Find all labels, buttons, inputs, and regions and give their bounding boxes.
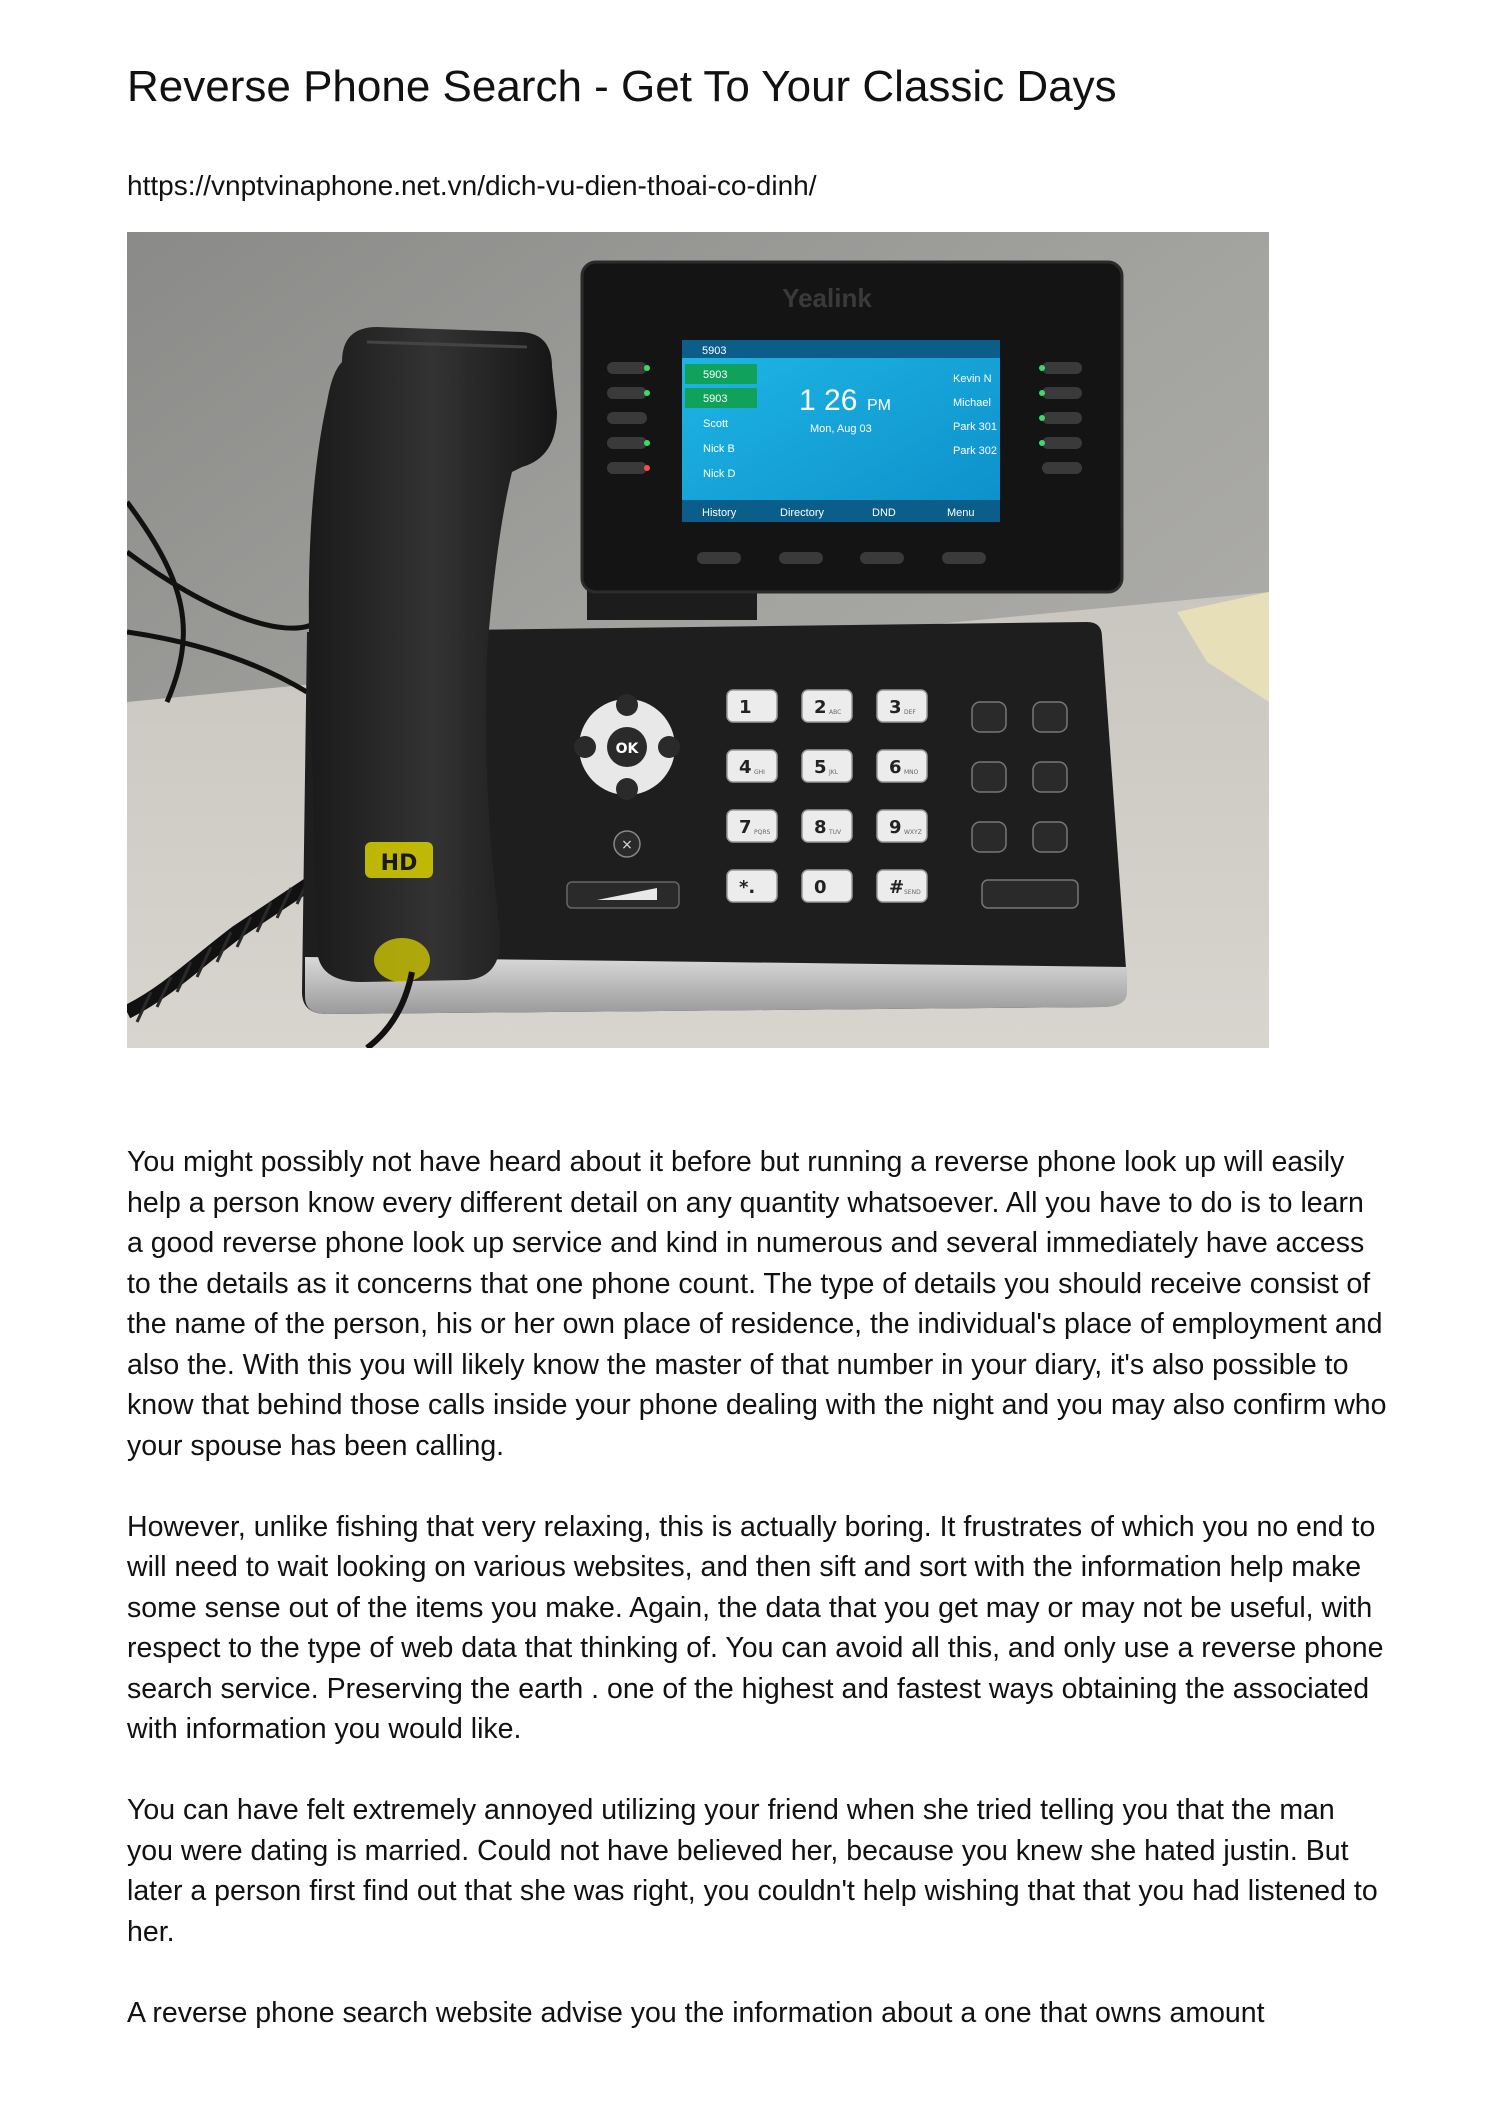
svg-text:PM: PM <box>867 397 891 414</box>
svg-text:Directory: Directory <box>780 507 825 519</box>
keypad-key-letters: DEF <box>904 709 916 716</box>
svg-text:Nick D: Nick D <box>703 468 736 480</box>
keypad-key-label: # <box>889 877 905 898</box>
keypad-key <box>802 750 852 782</box>
svg-text:Menu: Menu <box>947 507 975 519</box>
keypad-key <box>802 810 852 842</box>
keypad-key <box>727 750 777 782</box>
article-body <box>127 1142 1387 2074</box>
keypad-key <box>727 810 777 842</box>
svg-text:OK: OK <box>615 741 639 757</box>
keypad-key-label: 8 <box>814 817 827 838</box>
brand-logo: Yealink <box>782 283 872 313</box>
keypad-key <box>802 870 852 902</box>
keypad-key-letters: GHI <box>754 769 765 776</box>
paragraph: You might possibly not have heard about it before but running a reverse phone look up will easily help a person know every different detail on any quantity whatsoever. All you have to do is to learn a good reverse phone look up service and kind in numerous and several immediately have access to the details as it concerns that one phone count. The type of details you should receive consist of the name of the person, his or her own place of residence, the individual's place of employment and also the. With this you will likely know the master of that number in your diary, it's also possible to know that behind those calls inside your phone dealing with the night and you may also confirm who your spouse has been calling. <box>127 1146 1387 1462</box>
keypad-key <box>877 810 927 842</box>
keypad-key-label: *. <box>739 877 756 898</box>
keypad-key-label: 5 <box>814 757 827 778</box>
keypad-key-label: 1 <box>739 697 752 718</box>
phone-photo <box>127 232 1269 1048</box>
svg-text:×: × <box>621 837 633 853</box>
keypad-key <box>727 690 777 722</box>
keypad-key-label: 9 <box>889 817 902 838</box>
keypad-key-letters: PQRS <box>754 829 771 836</box>
svg-text:Park 302: Park 302 <box>953 445 998 457</box>
keypad-key-label: 6 <box>889 757 902 778</box>
keypad-key-letters: WXYZ <box>904 829 922 836</box>
svg-text:Nick B: Nick B <box>703 443 735 455</box>
keypad-key-letters: JKL <box>829 769 839 776</box>
page-title: Reverse Phone Search - Get To Your Classic Days <box>127 62 1117 111</box>
svg-text:History: History <box>702 507 737 519</box>
desk-phone-illustration <box>127 232 1269 1048</box>
keypad-key-letters: MNO <box>904 769 919 776</box>
svg-text:Mon, Aug 03: Mon, Aug 03 <box>810 423 872 435</box>
keypad-key-label: 4 <box>739 757 752 778</box>
svg-text:HD: HD <box>380 851 418 876</box>
screen-clock: 1 26 <box>799 384 858 417</box>
source-url: https://vnptvinaphone.net.vn/dich-vu-dien-thoai-co-dinh/ <box>127 170 817 201</box>
svg-text:DND: DND <box>872 507 896 519</box>
keypad-key <box>802 690 852 722</box>
keypad-key-letters: ABC <box>829 709 842 716</box>
keypad-key-label: 2 <box>814 697 827 718</box>
paragraph: A reverse phone search website advise you the information about a one that owns amount <box>127 1996 1265 2029</box>
keypad-key-letters: SEND <box>904 889 921 896</box>
paragraph: However, unlike fishing that very relaxing, this is actually boring. It frustrates of which you no end to will need to wait looking on various websites, and then sift and sort with the information help make some sense out of the items you make. Again, the data that you get may or may not be useful, with respect to the type of web data that thinking of. You can avoid all this, and only use a reverse phone search service. Preserving the earth . one of the highest and fastest ways obtaining the associated with information you would like. <box>127 1510 1384 1745</box>
svg-text:5903: 5903 <box>702 345 727 357</box>
keypad-key-letters: TUV <box>829 829 842 836</box>
svg-text:Michael: Michael <box>953 397 991 409</box>
keypad-key <box>877 690 927 722</box>
hd-badge <box>365 842 433 878</box>
svg-text:Park 301: Park 301 <box>953 421 998 433</box>
keypad-key-label: 0 <box>814 877 827 898</box>
paragraph: You can have felt extremely annoyed utilizing your friend when she tried telling you that the man you were dating is married. Could not have believed her, because you knew she hated justin. But later a person first find out that she was right, you couldn't help wishing that that you had listened to her. <box>127 1794 1378 1948</box>
keypad-key-label: 3 <box>889 697 902 718</box>
svg-text:Scott: Scott <box>703 418 729 430</box>
svg-text:Kevin N: Kevin N <box>953 373 992 385</box>
keypad-key <box>877 750 927 782</box>
svg-text:5903: 5903 <box>703 369 728 381</box>
svg-text:5903: 5903 <box>703 393 728 405</box>
keypad-key-label: 7 <box>739 817 752 838</box>
